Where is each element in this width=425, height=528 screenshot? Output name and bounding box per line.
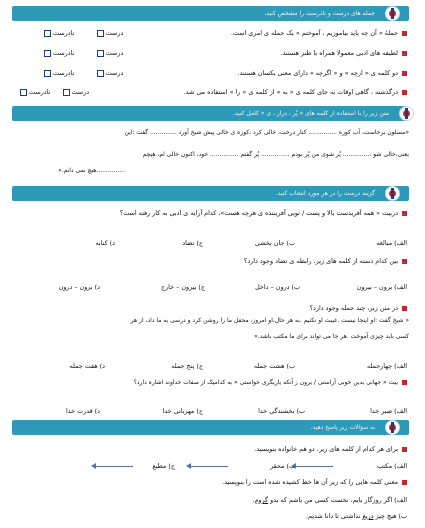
mc-question-3-text: در متن زیر، چند جمله وجود دارد؟ [309, 304, 398, 312]
section-4-heading [12, 420, 409, 435]
false-checkbox[interactable] [44, 30, 51, 37]
true-label: درست [71, 88, 90, 96]
answer-sentence-a [252, 495, 407, 505]
school-logo-icon [399, 106, 414, 121]
false-label: نادرست [29, 88, 51, 96]
false-checkbox[interactable] [44, 70, 51, 77]
answer-question-2 [222, 477, 407, 487]
true-checkbox[interactable] [97, 50, 104, 57]
section-3-heading [12, 186, 409, 201]
answer-question-1 [254, 444, 407, 454]
false-option[interactable] [18, 88, 50, 96]
fill-line-3 [58, 166, 125, 176]
tf-item-4 [184, 87, 407, 97]
mc-2-option-a[interactable]: الف) برون – بیرون [356, 283, 407, 291]
fill-line-1-text: «مسلون برخاست، آب کوزه ............... کنار درخت، خالی کرد ،کوزه ی خالی پیش شیخ آورد .............. گفت :این [124, 129, 409, 136]
tf-item-2-text: لطیفه های ادبی معمولا همراه با طنز هستند. [280, 49, 398, 57]
false-option[interactable] [42, 49, 74, 57]
mc-question-4-text: بیت « جهانی بدین خوبی آراستی / برون ز آنکه یاریگری خواستی » به کدامیک از صفات خداوند اشاره دارد؟ [133, 379, 398, 386]
mc-3-passage-2: کسی باید چیزی آموخت .هر جا می تواند برای ما مکتب باشد.» [254, 333, 409, 340]
mc-question-3 [310, 303, 407, 313]
answer-question-2-text: معنی کلمه هایی را که زیر آن ها خط کشیده شده است را بنویسید. [222, 478, 398, 486]
true-option[interactable] [95, 69, 124, 77]
true-option[interactable] [95, 49, 124, 57]
fill-line-2 [143, 150, 409, 160]
mc-1-option-a[interactable]: الف) مبالغه [376, 239, 407, 247]
bullet-icon [402, 71, 407, 76]
bullet-icon [402, 90, 407, 95]
mc-3-option-a[interactable]: الف) چهارجمله [367, 362, 407, 370]
false-label: نادرست [53, 69, 75, 77]
mc-question-1 [120, 208, 407, 218]
mc-2-option-d[interactable]: د) برون – درون [58, 283, 100, 291]
bullet-icon [402, 306, 407, 311]
mc-3-passage-1: « شیخ گفت :او اینجا نیست .غیبت او نکنیم .به هر حال،او امروز، محفل ما را روشن کرد و درسی به ما داد، از هر [130, 317, 409, 324]
mc-4-option-c[interactable]: ج) مهربانی خدا [162, 407, 203, 415]
bullet-icon [402, 51, 407, 56]
false-checkbox[interactable] [44, 50, 51, 57]
false-option[interactable] [42, 69, 74, 77]
mc-3-option-d[interactable]: د) هفت جمله [69, 362, 105, 370]
true-checkbox[interactable] [63, 89, 70, 96]
fill-line-3-text: ...............هیچ نمی دانم.» [58, 167, 125, 174]
false-label: نادرست [53, 29, 75, 37]
answer-word-b: ب) محقر [270, 462, 295, 470]
true-option[interactable] [95, 29, 124, 37]
answer-question-1-text: برای هر کدام از کلمه های زیر، دو هم خانواده بنویسید. [254, 445, 398, 453]
school-logo-icon [385, 186, 400, 201]
arrow-left-icon [295, 466, 333, 467]
false-label: نادرست [53, 49, 75, 57]
true-label: درست [105, 29, 124, 37]
bullet-icon [402, 380, 407, 385]
mc-question-4 [134, 378, 407, 388]
school-logo-icon [385, 6, 400, 21]
tf-item-3-options [42, 68, 123, 78]
tf-item-4-text: درگذشته ، گاهی اوقات به جای کلمه ی « به » از کلمه ی « را » استفاده می شد. [183, 88, 398, 96]
bullet-icon [402, 211, 407, 216]
mc-question-2 [244, 256, 407, 266]
tf-item-1 [231, 28, 407, 38]
mc-4-option-a[interactable]: الف) صبر خدا [370, 407, 407, 415]
true-checkbox[interactable] [97, 30, 104, 37]
tf-item-3 [237, 68, 407, 78]
mc-4-option-d[interactable]: د) قدرت خدا [66, 407, 100, 415]
false-checkbox[interactable] [20, 89, 27, 96]
mc-1-option-b[interactable]: ب) جان بخشی [254, 239, 295, 247]
bullet-icon [402, 447, 407, 452]
arrow-left-icon [190, 466, 228, 467]
mc-1-option-d[interactable]: د) کنایه [95, 239, 115, 247]
mc-3-option-c[interactable]: ج) پنج جمله [171, 362, 203, 370]
section-3-title: گزینه درست را در هر مورد انتخاب کنید. [275, 190, 375, 197]
section-1-heading [12, 6, 409, 21]
answer-sentence-b [306, 511, 407, 521]
true-label: درست [105, 49, 124, 57]
mc-1-option-c[interactable]: ج) تضاد [182, 239, 203, 247]
mc-2-option-b[interactable]: ب) درون – داخل [255, 283, 300, 291]
tf-item-1-options [42, 28, 123, 38]
answer-sentence-b-end: نداشتی تا دانا شدیم. [305, 512, 363, 520]
tf-item-2-options [42, 48, 123, 58]
answer-sentence-a-end: . [252, 496, 255, 504]
tf-item-2 [281, 48, 407, 58]
tf-item-1-text: جملۀ « آن چه باید بیاموزیم ، آموختم » یک جمله ی امری است. [230, 29, 398, 37]
answer-word-c: ج) مطبع [152, 462, 175, 470]
tf-item-4-options [18, 87, 89, 97]
answer-sentence-b-text: ب) هیچ چیز [373, 512, 407, 520]
underlined-word-a: گروم [254, 496, 269, 504]
answer-word-a: الف) مکتب [376, 462, 407, 470]
true-checkbox[interactable] [97, 70, 104, 77]
fill-line-1 [124, 128, 409, 138]
mc-question-2-text: بین کدام دسته از کلمه های زیر، رابطه ی تضاد وجود دارد؟ [243, 257, 398, 265]
section-2-heading [12, 106, 409, 121]
arrow-left-icon [95, 466, 133, 467]
answer-sentence-a-text: الف) اگر روزگار یابم، نخست کسی من باشم که بدو [268, 496, 407, 504]
false-option[interactable] [42, 29, 74, 37]
bullet-icon [402, 480, 407, 485]
mc-3-option-b[interactable]: ب) هشت جمله [253, 362, 295, 370]
school-logo-icon [385, 420, 400, 435]
section-4-title: به سؤالات زیر پاسخ دهید. [310, 424, 375, 431]
mc-2-option-c[interactable]: ج) بیرون – خارج [160, 283, 205, 291]
underlined-word-b: دریغ [362, 512, 374, 520]
mc-4-option-b[interactable]: ب) بخشندگی خدا [258, 407, 305, 415]
section-2-title: متن زیر را با استفاده از کلمه های « پُر ، دراز ، ی » کامل کنید. [232, 110, 389, 117]
tf-item-3-text: دو کلمه ی « ارچه » و « اگرچه » دارای معنی یکسان هستند. [237, 69, 398, 77]
true-option[interactable] [61, 88, 90, 96]
section-1-title: جمله های درست و نادرست را مشخص کنید. [264, 10, 375, 17]
bullet-icon [402, 259, 407, 264]
bullet-icon [402, 31, 407, 36]
mc-question-1-text: دربیت « همه آفریدست بالا و پست / تویی آفریننده ی هرچه هست»، کدام آرایه ی ادبی به کار رفته است؟ [119, 209, 398, 217]
fill-line-2-text: یعنی،خالی شو ............... پُر شوی من پُر بودم ............... پُر گفتم ............... خود، اکنون خالی ام، هیچم [142, 151, 409, 158]
true-label: درست [105, 69, 124, 77]
